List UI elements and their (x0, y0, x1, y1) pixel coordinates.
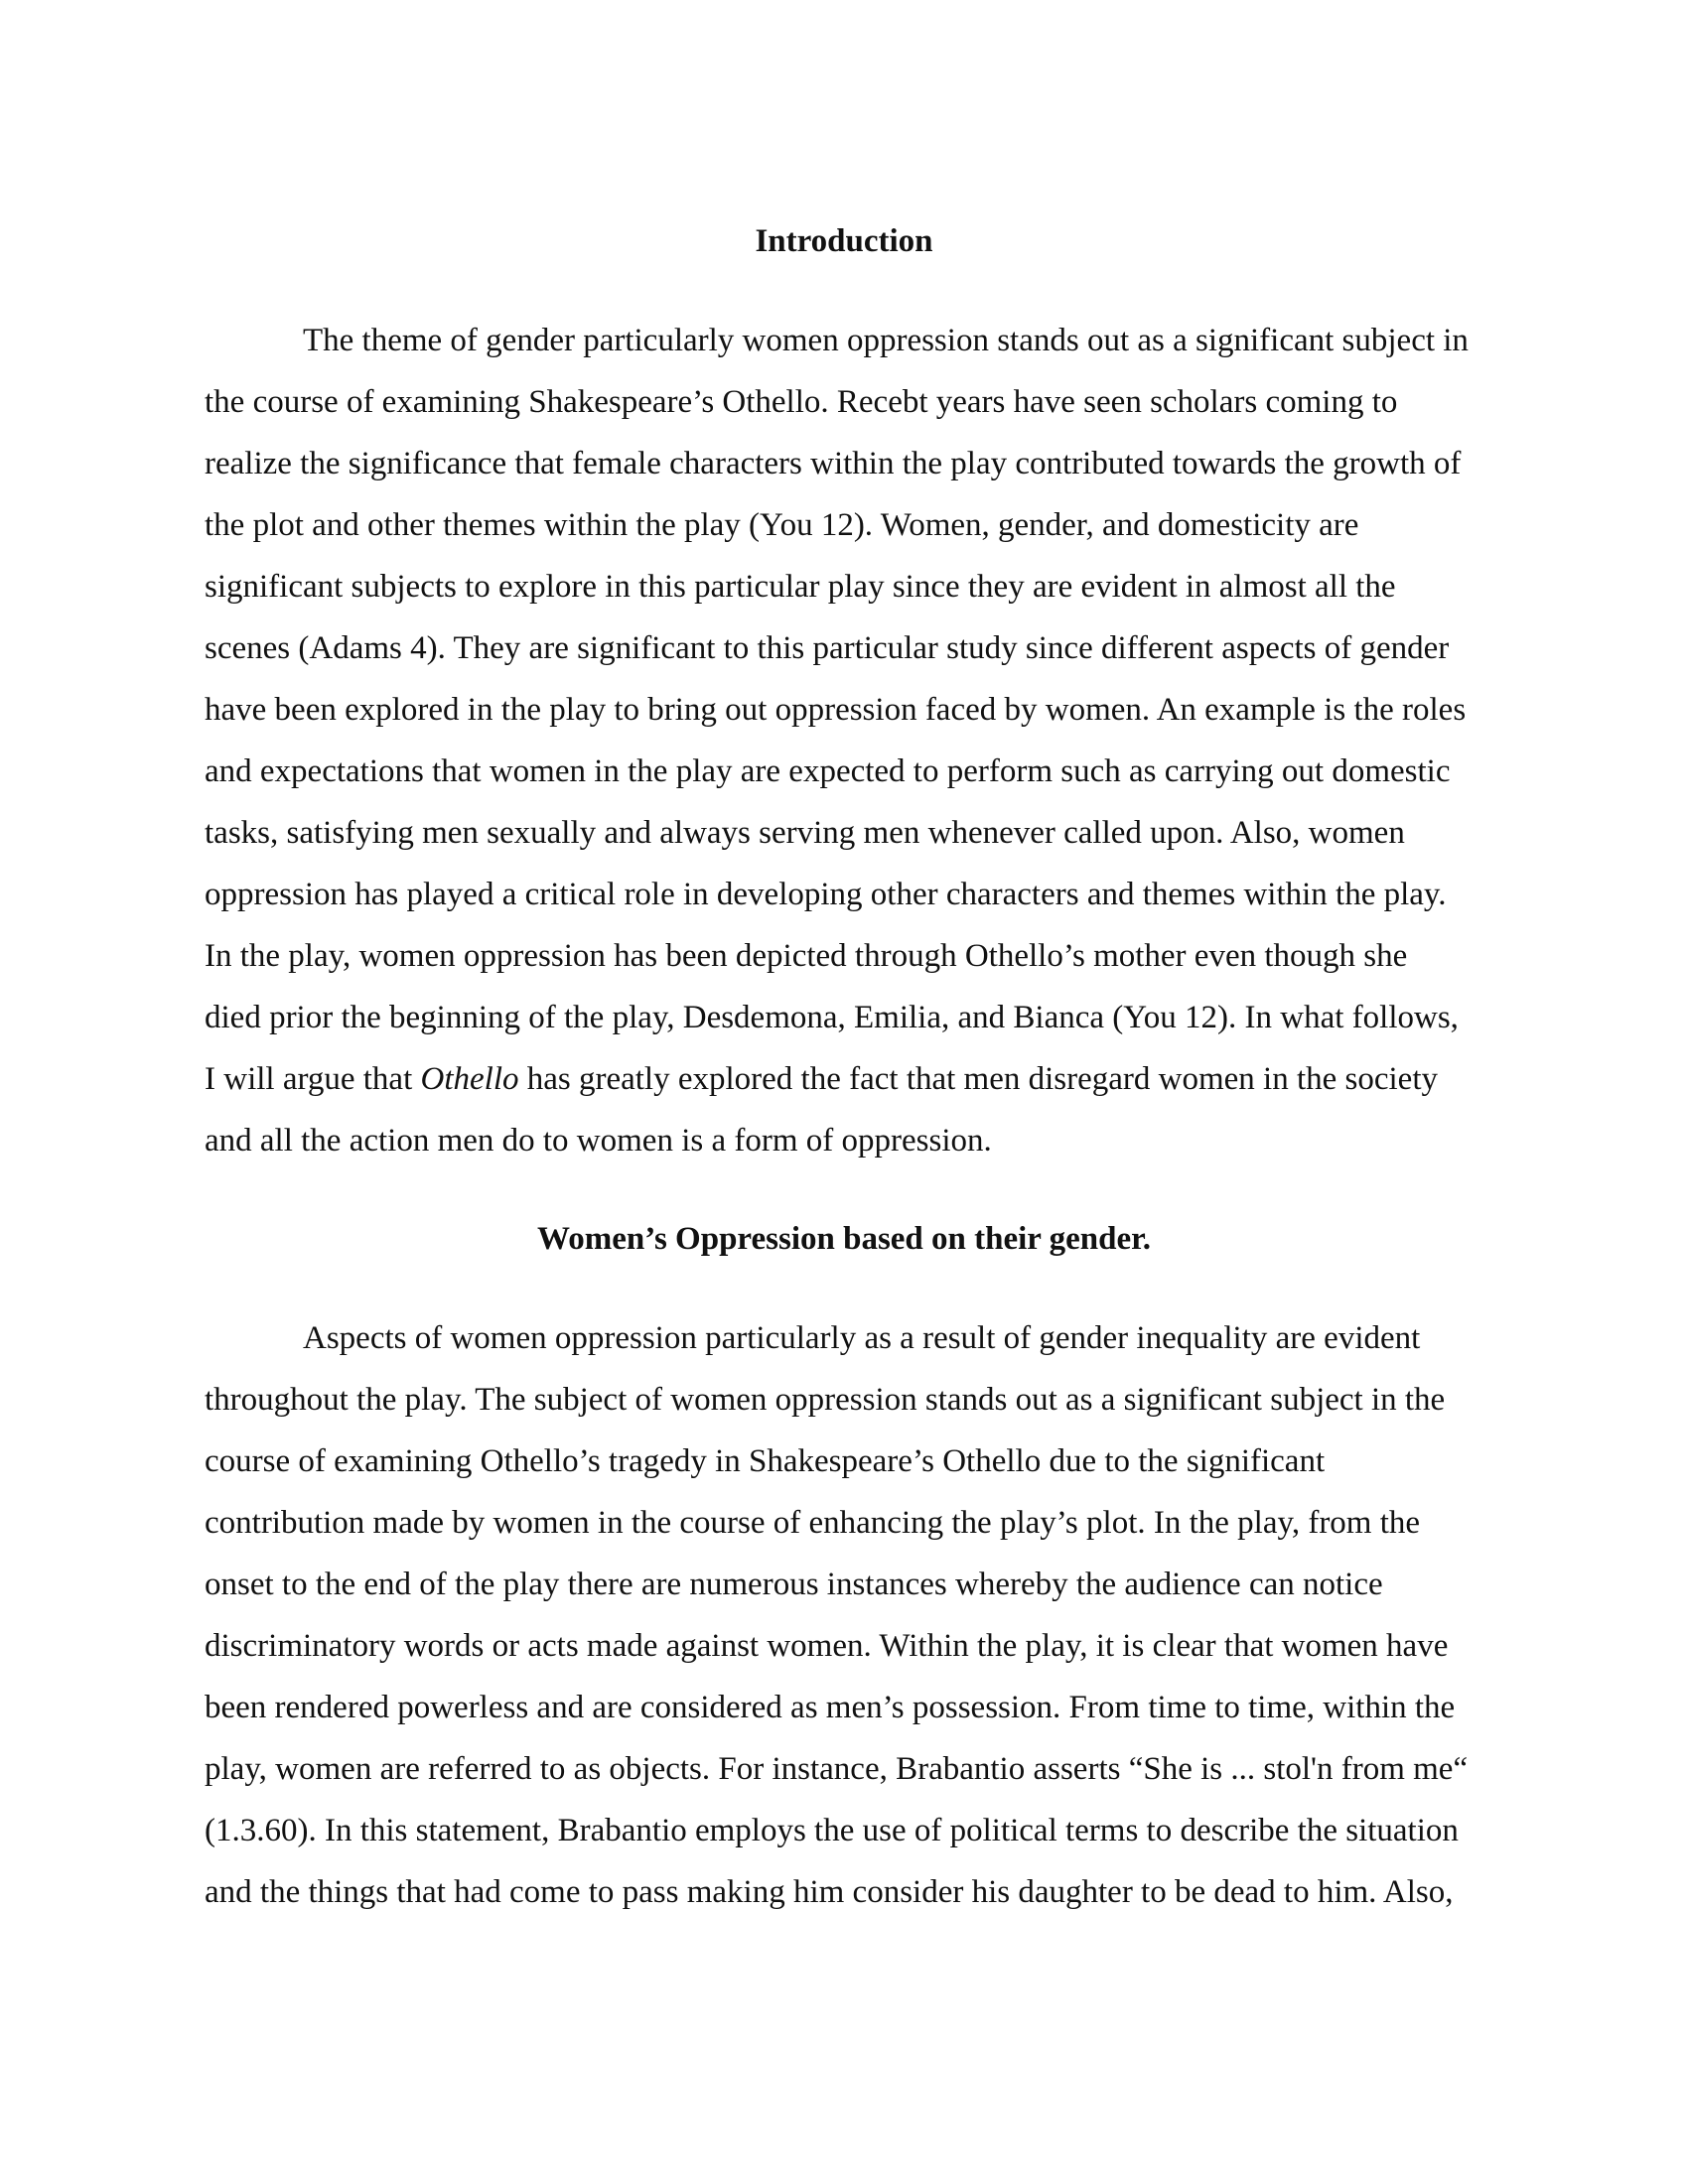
paragraph-line: significant subjects to explore in this particular play since they are evident in almost all the (205, 569, 1396, 605)
paragraph-line: been rendered powerless and are considered as men’s possession. From time to time, within the (205, 1690, 1456, 1725)
paragraph-line: The theme of gender particularly women oppression stands out as a significant subject in (303, 323, 1469, 358)
paragraph-line: contribution made by women in the course of enhancing the play’s plot. In the play, from the (205, 1505, 1421, 1541)
paragraph-line: scenes (Adams 4). They are significant to this particular study since different aspects of gender (205, 630, 1450, 666)
paragraph-line-with-title (205, 1059, 1438, 1099)
paragraph-line: and all the action men do to women is a form of oppression. (205, 1123, 992, 1159)
paragraph-line: tasks, satisfying men sexually and always serving men whenever called upon. Also, women (205, 815, 1405, 851)
paragraph-line: the course of examining Shakespeare’s Othello. Recebt years have seen scholars coming to (205, 384, 1398, 420)
paragraph-line: (1.3.60). In this statement, Brabantio employs the use of political terms to describe the situation (205, 1813, 1459, 1848)
paragraph-line: and the things that had come to pass making him consider his daughter to be dead to him. Also, (205, 1874, 1454, 1910)
paragraph-line: have been explored in the play to bring out oppression faced by women. An example is the roles (205, 692, 1467, 728)
text-after-title: has greatly explored the fact that men disregard women in the society (518, 1061, 1438, 1097)
paragraph-line: course of examining Othello’s tragedy in Shakespeare’s Othello due to the significant (205, 1443, 1326, 1479)
paragraph-line: and expectations that women in the play are expected to perform such as carrying out domestic (205, 753, 1451, 789)
section-heading-introduction: Introduction (755, 223, 933, 259)
paragraph-line: died prior the beginning of the play, Desdemona, Emilia, and Bianca (You 12). In what follows, (205, 1000, 1459, 1035)
italic-play-title: Othello (420, 1061, 519, 1097)
paragraph-line: realize the significance that female characters within the play contributed towards the growth of (205, 446, 1462, 481)
text-before-title: I will argue that (205, 1061, 421, 1097)
paragraph-line: In the play, women oppression has been depicted through Othello’s mother even though she (205, 938, 1408, 974)
paragraph-line: onset to the end of the play there are numerous instances whereby the audience can notice (205, 1567, 1383, 1602)
paragraph-line: discriminatory words or acts made against women. Within the play, it is clear that women have (205, 1628, 1449, 1664)
paragraph-line: throughout the play. The subject of women oppression stands out as a significant subject in the (205, 1382, 1446, 1418)
paragraph-line: play, women are referred to as objects. For instance, Brabantio asserts “She is ... stol'n from me“ (205, 1751, 1469, 1787)
section-heading-womens-oppression: Women’s Oppression based on their gender. (537, 1221, 1151, 1257)
paragraph-line: oppression has played a critical role in developing other characters and themes within the play. (205, 877, 1447, 912)
paragraph-line: Aspects of women oppression particularly as a result of gender inequality are evident (303, 1320, 1421, 1356)
paragraph-line: the plot and other themes within the play (You 12). Women, gender, and domesticity are (205, 507, 1359, 543)
